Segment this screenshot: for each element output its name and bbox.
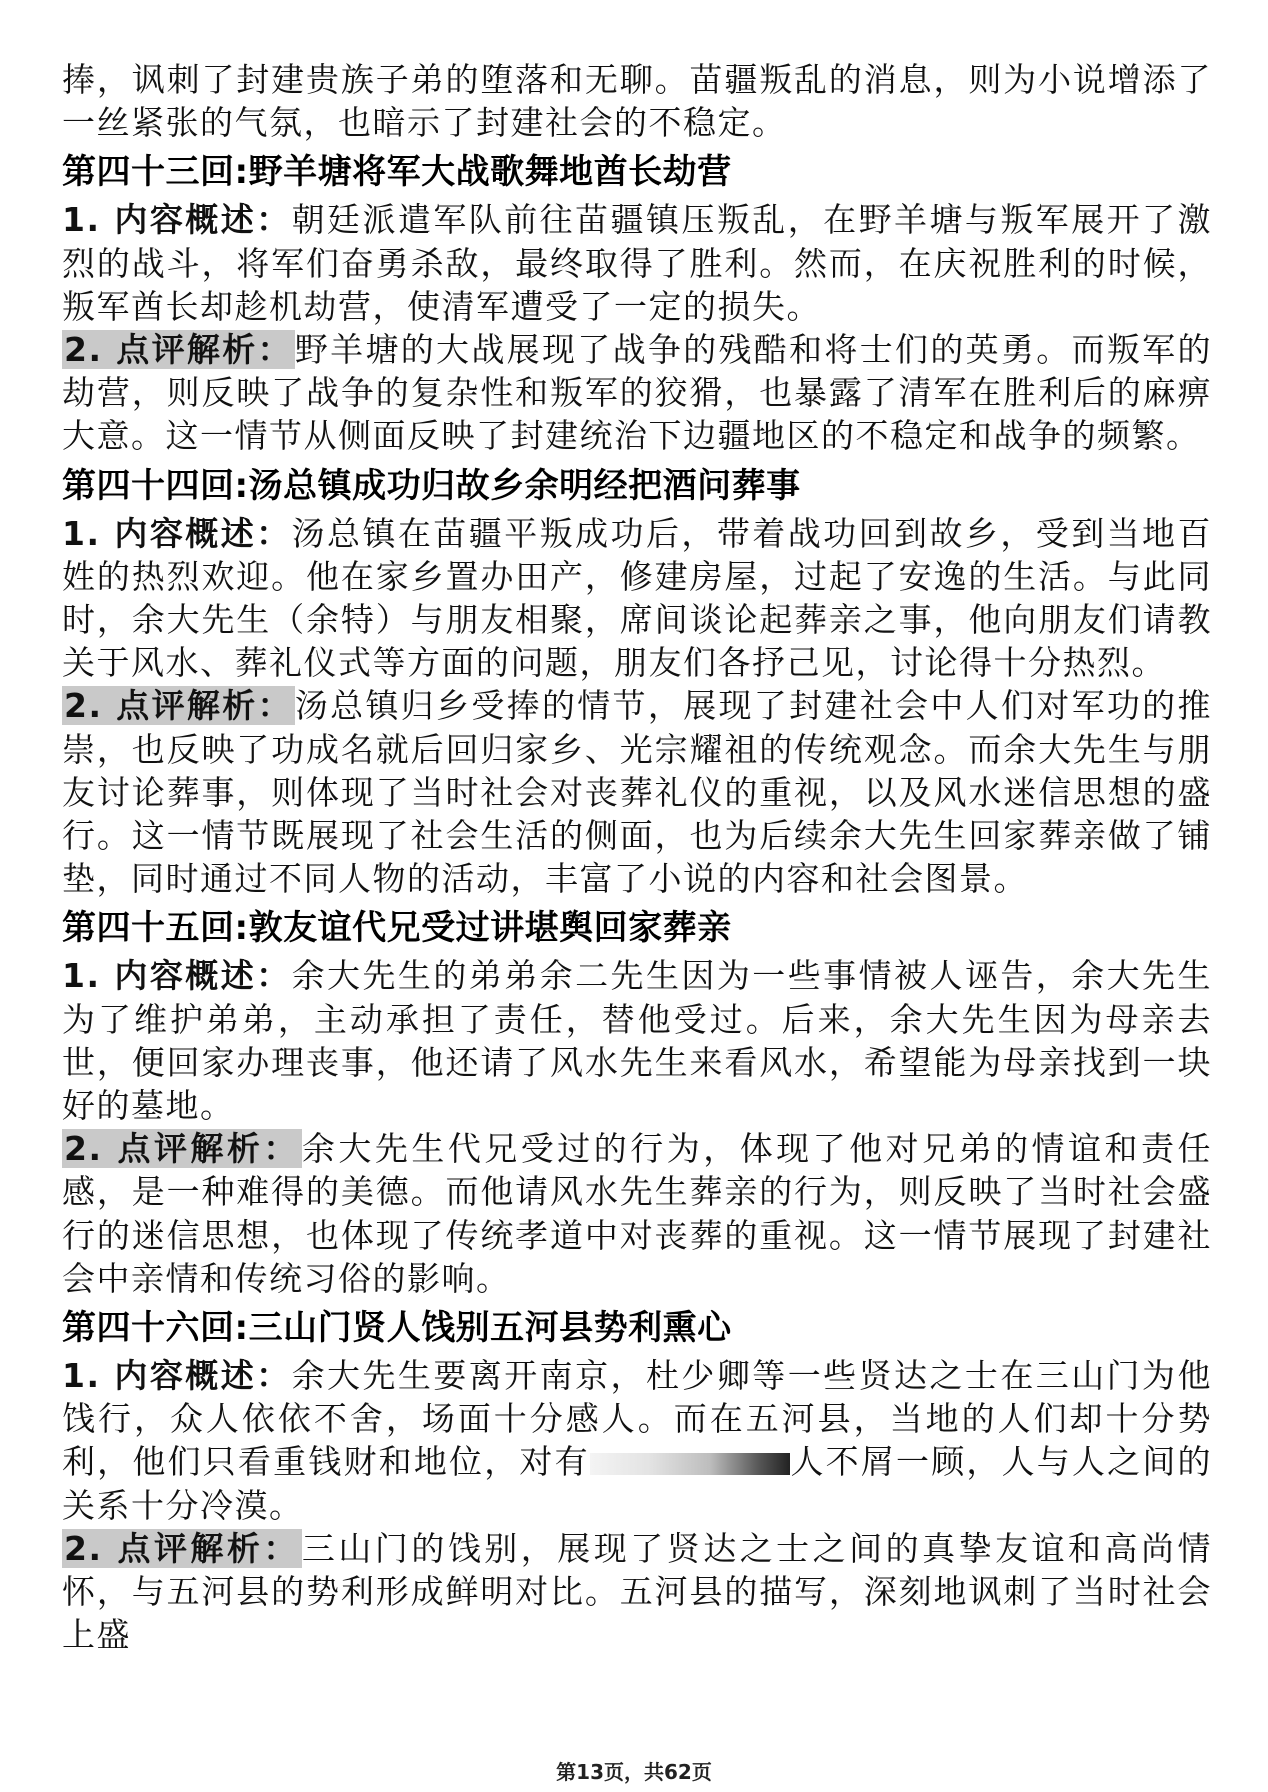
analysis-label: 2. 点评解析： bbox=[64, 686, 293, 726]
chapter-46-analysis bbox=[62, 1527, 1212, 1657]
chapter-45-title: 第四十五回:敦友谊代兄受过讲堪舆回家葬亲 bbox=[62, 908, 732, 949]
summary-label: 1. 内容概述： bbox=[62, 1356, 292, 1396]
chapter-43-summary bbox=[62, 198, 1212, 328]
summary-label: 1. 内容概述： bbox=[62, 513, 292, 553]
chapter-43-analysis bbox=[62, 328, 1212, 458]
chapter-46-title: 第四十六回:三山门贤人饯别五河县势利熏心 bbox=[62, 1308, 732, 1349]
intro-paragraph: 捧，讽刺了封建贵族子弟的堕落和无聊。苗疆叛乱的消息，则为小说增添了一丝紧张的气氛，也暗示了封建社会的不稳定。 bbox=[62, 60, 1212, 143]
analysis-text: 汤总镇归乡受捧的情节，展现了封建社会中人们对军功的推崇，也反映了功成名就后回归家乡、光宗耀祖的传统观念。而余大先生与朋友讨论葬事，则体现了当时社会对丧葬礼仪的重视，以及风水迷信思想的盛行。这一情节既展现了社会生活的侧面，也为后续余大先生回家葬亲做了铺垫，同时通过不同人物的活动，丰富了小说的内容和社会图景。 bbox=[62, 686, 1212, 899]
analysis-label: 2. 点评解析： bbox=[64, 1528, 300, 1568]
summary-text: 汤总镇在苗疆平叛成功后，带着战功回到故乡，受到当地百姓的热烈欢迎。他在家乡置办田产，修建房屋，过起了安逸的生活。与此同时，余大先生（余特）与朋友相聚，席间谈论起葬亲之事，他向朋友们请教关于风水、葬礼仪式等方面的问题，朋友们各抒己见，讨论得十分热烈。 bbox=[62, 513, 1212, 683]
page-number-footer: 第13页，共62页 bbox=[556, 1760, 712, 1784]
analysis-label: 2. 点评解析： bbox=[64, 1129, 300, 1169]
summary-label: 1. 内容概述： bbox=[62, 200, 292, 240]
chapter-44 bbox=[62, 462, 1212, 901]
chapter-43 bbox=[62, 148, 1212, 457]
analysis-text: 三山门的饯别，展现了贤达之士之间的真挚友谊和高尚情怀，与五河县的势利形成鲜明对比。五河县的描写，深刻地讽刺了当时社会上盛 bbox=[62, 1528, 1212, 1655]
chapter-44-title: 第四十四回:汤总镇成功归故乡余明经把酒问葬事 bbox=[62, 465, 801, 506]
chapter-44-summary bbox=[62, 512, 1212, 685]
summary-text: 余大先生的弟弟余二先生因为一些事情被人诬告，余大先生为了维护弟弟，主动承担了责任，替他受过。后来，余大先生因为母亲去世，便回家办理丧事，他还请了风水先生来看风水，希望能为母亲找到一块好的墓地。 bbox=[62, 956, 1212, 1126]
chapter-45-summary bbox=[62, 954, 1212, 1127]
redaction-mark bbox=[590, 1453, 790, 1475]
chapter-45 bbox=[62, 904, 1212, 1300]
chapter-43-title: 第四十三回:野羊塘将军大战歌舞地酋长劫营 bbox=[62, 152, 732, 193]
chapter-44-analysis bbox=[62, 684, 1212, 900]
document-page bbox=[62, 58, 1212, 1657]
summary-label: 1. 内容概述： bbox=[62, 956, 292, 996]
chapter-45-analysis bbox=[62, 1127, 1212, 1300]
summary-text-part-b: 人不屑一顾，人与人之间的关系十分冷漠。 bbox=[62, 1442, 1213, 1525]
chapter-46 bbox=[62, 1304, 1212, 1656]
summary-text: 朝廷派遣军队前往苗疆镇压叛乱，在野羊塘与叛军展开了激烈的战斗，将军们奋勇杀敌，最终取得了胜利。然而，在庆祝胜利的时候，叛军酋长却趁机劫营，使清军遭受了一定的损失。 bbox=[62, 200, 1212, 326]
analysis-label: 2. 点评解析： bbox=[64, 330, 293, 370]
summary-text-part-a: 余大先生要离开南京，杜少卿等一些贤达之士在三山门为他饯行，众人依依不舍，场面十分感人。而在五河县，当地的人们却十分势利，他们只看重钱财和地位，对有 bbox=[62, 1356, 1212, 1482]
analysis-text: 余大先生代兄受过的行为，体现了他对兄弟的情谊和责任感，是一种难得的美德。而他请风水先生葬亲的行为，则反映了当时社会盛行的迷信思想，也体现了传统孝道中对丧葬的重视。这一情节展现了封建社会中亲情和传统习俗的影响。 bbox=[62, 1129, 1212, 1298]
chapter-46-summary bbox=[62, 1354, 1212, 1527]
analysis-text: 野羊塘的大战展现了战争的残酷和将士们的英勇。而叛军的劫营，则反映了战争的复杂性和叛军的狡猾，也暴露了清军在胜利后的麻痹大意。这一情节从侧面反映了封建统治下边疆地区的不稳定和战争的频繁。 bbox=[62, 330, 1212, 456]
